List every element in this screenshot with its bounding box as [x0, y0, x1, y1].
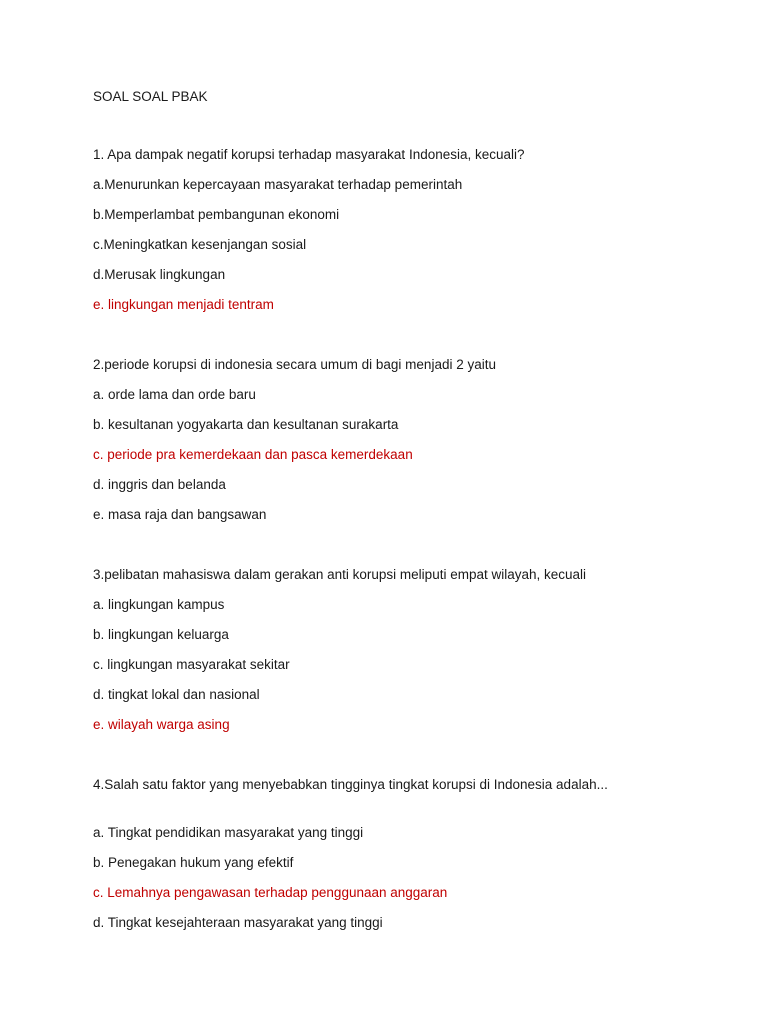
- question-4-option-d: d. Tingkat kesejahteraan masyarakat yang tinggi: [93, 915, 383, 930]
- question-1-option-e-answer: e. lingkungan menjadi tentram: [93, 297, 274, 312]
- question-2-option-c-answer: c. periode pra kemerdekaan dan pasca kemerdekaan: [93, 447, 413, 462]
- question-3-option-b: b. lingkungan keluarga: [93, 627, 229, 642]
- question-1-option-d: d.Merusak lingkungan: [93, 267, 226, 282]
- question-2-option-d: d. inggris dan belanda: [93, 477, 226, 492]
- question-1-option-b: b.Memperlambat pembangunan ekonomi: [93, 207, 340, 222]
- question-2-option-e: e. masa raja dan bangsawan: [93, 507, 267, 522]
- question-2-option-b: b. kesultanan yogyakarta dan kesultanan surakarta: [93, 417, 399, 432]
- question-3-option-a: a. lingkungan kampus: [93, 597, 225, 612]
- question-2-option-a: a. orde lama dan orde baru: [93, 387, 256, 402]
- question-2: 2.periode korupsi di indonesia secara umum di bagi menjadi 2 yaitu: [93, 357, 496, 372]
- question-3-option-c: c. lingkungan masyarakat sekitar: [93, 657, 290, 672]
- question-3: 3.pelibatan mahasiswa dalam gerakan anti korupsi meliputi empat wilayah, kecuali: [93, 567, 587, 582]
- question-1-option-c: c.Meningkatkan kesenjangan sosial: [93, 237, 307, 252]
- question-4-option-c-answer: c. Lemahnya pengawasan terhadap penggunaan anggaran: [93, 885, 448, 900]
- question-1: 1. Apa dampak negatif korupsi terhadap masyarakat Indonesia, kecuali?: [93, 147, 525, 162]
- question-3-option-e-answer: e. wilayah warga asing: [93, 717, 230, 732]
- question-4-option-b: b. Penegakan hukum yang efektif: [93, 855, 294, 870]
- question-1-option-a: a.Menurunkan kepercayaan masyarakat terhadap pemerintah: [93, 177, 463, 192]
- question-4-option-a: a. Tingkat pendidikan masyarakat yang tinggi: [93, 825, 364, 840]
- question-4: 4.Salah satu faktor yang menyebabkan tingginya tingkat korupsi di Indonesia adalah...: [93, 777, 608, 792]
- question-3-option-d: d. tingkat lokal dan nasional: [93, 687, 260, 702]
- document-title: SOAL SOAL PBAK: [93, 89, 208, 104]
